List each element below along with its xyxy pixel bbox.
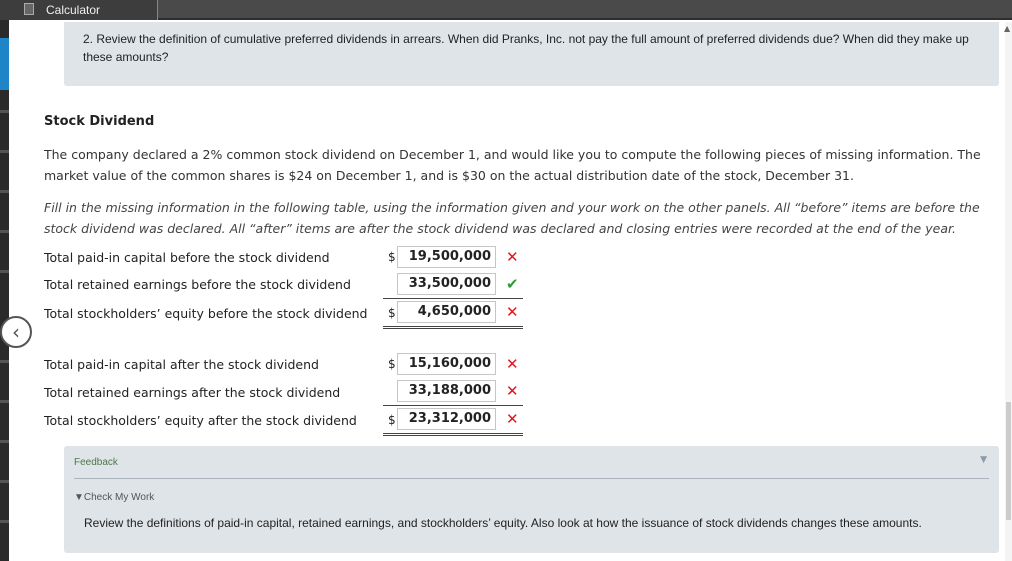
strip-divider	[0, 230, 9, 233]
scroll-up-icon[interactable]: ▲	[1004, 24, 1011, 33]
incorrect-icon: ✕	[506, 355, 519, 373]
section-title: Stock Dividend	[44, 114, 155, 129]
row-label: Total paid-in capital before the stock dividend	[44, 250, 330, 265]
retained-after-input[interactable]: 33,188,000	[397, 380, 496, 402]
problem-description: The company declared a 2% common stock dividend on December 1, and would like you to compute the following pieces of missing information. The market value of the common shares is $24 on December 1, and is $30 on the actual distribution date of the stock, December 31.	[44, 147, 981, 183]
row-label: Total retained earnings before the stock dividend	[44, 277, 351, 292]
equity-after-input[interactable]: 23,312,000	[397, 408, 496, 430]
strip-divider	[0, 360, 9, 363]
feedback-divider	[74, 478, 989, 479]
question-text: 2. Review the definition of cumulative preferred dividends in arrears. When did Pranks, Inc. not pay the full amount of preferred dividends due? When did they make up these amounts?	[83, 32, 969, 64]
calculator-button[interactable]	[0, 0, 158, 20]
strip-divider	[0, 270, 9, 273]
strip-divider	[0, 110, 9, 113]
sum-underline	[383, 298, 523, 299]
retained-before-input[interactable]: 33,500,000	[397, 273, 496, 295]
incorrect-icon: ✕	[506, 303, 519, 321]
strip-divider	[0, 440, 9, 443]
calculator-label: Calculator	[46, 3, 101, 17]
strip-divider	[0, 400, 9, 403]
row-label: Total retained earnings after the stock dividend	[44, 385, 341, 400]
active-panel-indicator	[0, 38, 9, 90]
dollar-sign: $	[388, 250, 396, 264]
feedback-panel	[64, 446, 999, 553]
incorrect-icon: ✕	[506, 410, 519, 428]
check-my-work-toggle[interactable]: ▼Check My Work	[74, 492, 155, 503]
total-double-underline	[383, 328, 523, 329]
dollar-sign: $	[388, 413, 396, 427]
total-underline	[383, 326, 523, 327]
back-button[interactable]	[0, 316, 32, 348]
total-underline	[383, 433, 523, 434]
sum-underline	[383, 405, 523, 406]
row-label: Total stockholders’ equity before the stock dividend	[44, 306, 368, 321]
strip-divider	[0, 520, 9, 523]
feedback-title[interactable]: Feedback	[74, 457, 118, 468]
incorrect-icon: ✕	[506, 382, 519, 400]
chevron-left-icon: ‹	[12, 320, 20, 344]
strip-divider	[0, 480, 9, 483]
scrollbar-thumb[interactable]	[1006, 402, 1011, 520]
question-panel	[64, 22, 999, 86]
strip-divider	[0, 150, 9, 153]
dollar-sign: $	[388, 306, 396, 320]
paid-in-after-input[interactable]: 15,160,000	[397, 353, 496, 375]
equity-before-input[interactable]: 4,650,000	[397, 301, 496, 323]
left-nav-strip	[0, 20, 9, 561]
correct-check-icon: ✔	[506, 275, 519, 293]
row-label: Total paid-in capital after the stock dividend	[44, 357, 319, 372]
total-double-underline	[383, 435, 523, 436]
calculator-icon	[24, 3, 34, 15]
top-toolbar	[0, 0, 1012, 20]
strip-divider	[0, 190, 9, 193]
table-instructions: Fill in the missing information in the following table, using the information given and your work on the other panels. All “before” items are before the stock dividend was declared. All “after” items are after the stock dividend was declared and closing entries were recorded at the end of the year.	[44, 200, 980, 236]
collapse-arrow-icon[interactable]: ▼	[980, 455, 987, 465]
dollar-sign: $	[388, 357, 396, 371]
feedback-text: Review the definitions of paid-in capital, retained earnings, and stockholders’ equity. Also look at how the issuance of stock dividends changes these amounts.	[84, 516, 922, 530]
paid-in-before-input[interactable]: 19,500,000	[397, 246, 496, 268]
incorrect-icon: ✕	[506, 248, 519, 266]
row-label: Total stockholders’ equity after the stock dividend	[44, 413, 357, 428]
